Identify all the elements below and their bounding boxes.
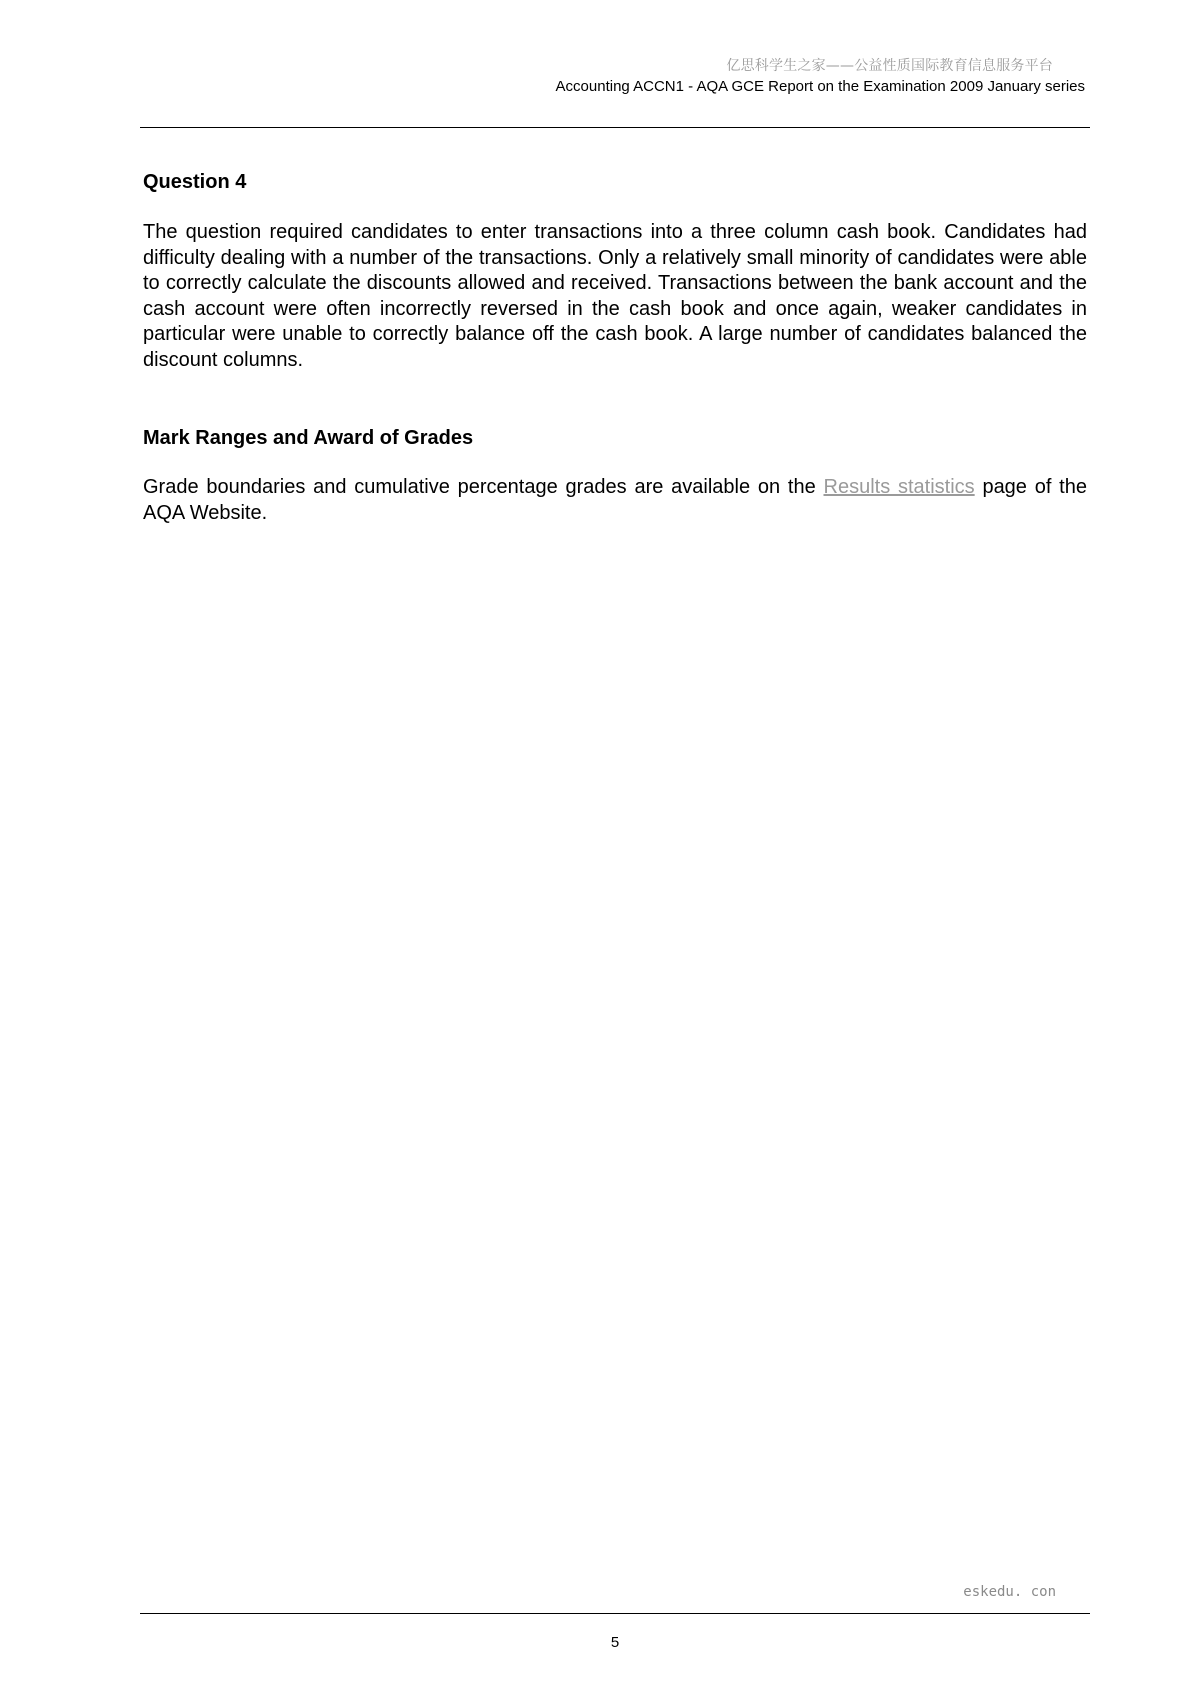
question-4-body: The question required candidates to enter transactions into a three column cash book. Candidates had difficulty dealing with a number of the transactions. Only a relatively small minority of candidates were able to correctly calculate the discounts allowed and received. Transactions between the bank account and the cash account were often incorrectly reversed in the cash book and once again, weaker candidates in particular were unable to correctly balance off the cash book. A large number of candidates balanced the discount columns.	[143, 221, 1087, 371]
mark-ranges-heading: Mark Ranges and Award of Grades	[143, 427, 474, 449]
header-divider	[140, 127, 1090, 128]
question-4-body-wrapper	[143, 220, 1087, 374]
question-4-heading: Question 4	[143, 171, 247, 193]
running-header-title: Accounting ACCN1 - AQA GCE Report on the Examination 2009 January series	[555, 78, 1085, 95]
mark-ranges-body	[143, 475, 1087, 526]
page-number: 5	[610, 1634, 620, 1651]
results-statistics-link[interactable]: Results statistics	[823, 476, 975, 498]
mark-ranges-section	[143, 426, 1087, 450]
footer-divider	[140, 1613, 1090, 1614]
header-watermark: 亿思科学生之家——公益性质国际教育信息服务平台	[726, 58, 1053, 74]
mark-ranges-body-wrapper	[143, 475, 1087, 526]
mark-ranges-text-before-link: Grade boundaries and cumulative percentage grades are available on the	[143, 476, 824, 498]
mark-ranges-text-after-link: page of the AQA Website.	[143, 476, 1087, 524]
footer-watermark: eskedu. con	[963, 1584, 1056, 1600]
question-4-section	[143, 170, 1087, 194]
